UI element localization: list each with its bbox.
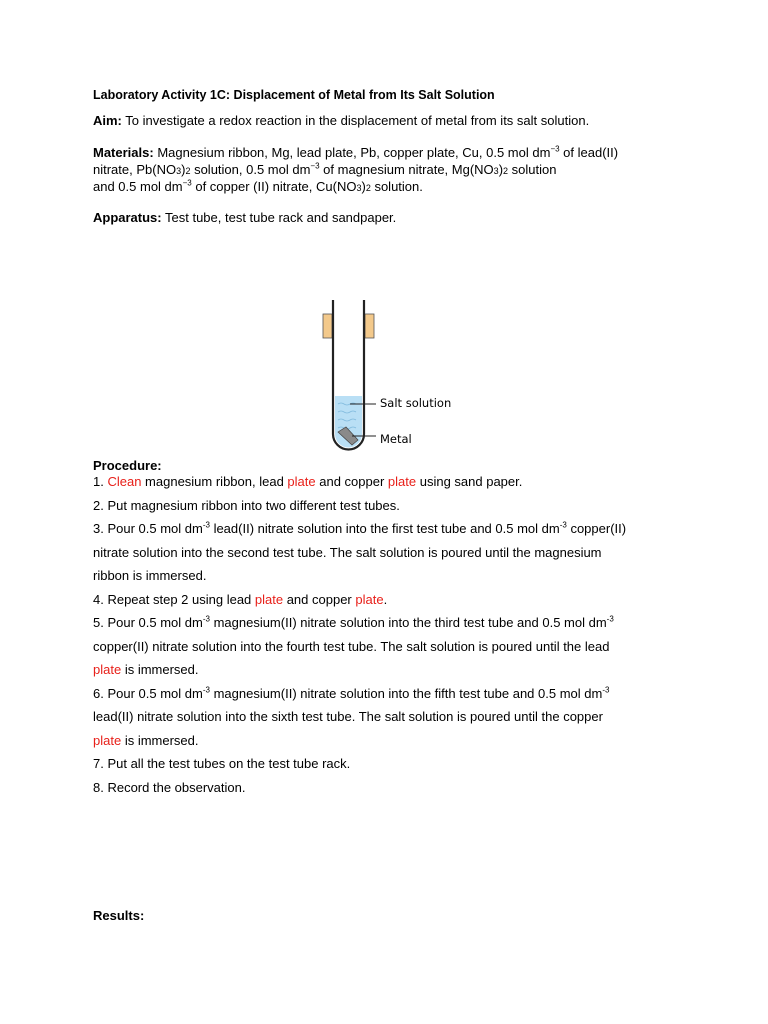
step-text: lead(II) nitrate solution into the first test tube and 0.5 mol dm [209, 521, 560, 536]
clamp-pad-left [323, 314, 332, 338]
materials-text: ) [498, 162, 504, 177]
superscript: −3 [182, 178, 192, 188]
superscript: −3 [310, 161, 320, 171]
step-text: lead(II) nitrate solution into the sixth test tube. The salt solution is poured until the copper [93, 709, 603, 724]
highlight-text: plate [93, 732, 122, 748]
step-6 [93, 682, 693, 753]
highlight-text: Clean [107, 474, 142, 489]
label-salt-solution: Salt solution [380, 396, 452, 410]
step-text: 5. Pour 0.5 mol dm [93, 615, 203, 630]
activity-title: Laboratory Activity 1C: Displacement of Metal from Its Salt Solution [93, 88, 495, 102]
subscript: 2 [503, 166, 509, 176]
step-text: using sand paper. [416, 474, 523, 489]
materials-text: solution, 0.5 mol dm [190, 162, 311, 177]
aim-section [93, 112, 693, 129]
materials-text: Magnesium ribbon, Mg, lead plate, Pb, copper plate, Cu, 0.5 mol dm [157, 145, 551, 160]
step-text: magnesium(II) nitrate solution into the fifth test tube and 0.5 mol dm [209, 685, 603, 701]
procedure-steps [93, 470, 693, 799]
superscript: -3 [559, 520, 567, 530]
apparatus-label: Apparatus: [93, 210, 162, 225]
step-4 [93, 588, 693, 612]
test-tube-diagram [300, 290, 500, 460]
step-text: nitrate solution into the second test tube. The salt solution is poured until the magnesium [93, 544, 602, 560]
results-heading: Results: [93, 908, 145, 923]
materials-section [93, 144, 693, 195]
superscript: -3 [606, 614, 614, 624]
subscript: 2 [185, 166, 191, 176]
highlight-text: plate [287, 474, 316, 489]
step-text: 1. [93, 474, 108, 489]
step-text: 6. Pour 0.5 mol dm [93, 685, 203, 701]
step-1 [93, 470, 693, 494]
materials-text: of magnesium nitrate, Mg(NO [319, 162, 494, 177]
materials-label: Materials: [93, 145, 154, 160]
step-text: magnesium ribbon, lead [141, 474, 288, 489]
materials-text: solution [508, 162, 557, 177]
step-7: 7. Put all the test tubes on the test tube rack. [93, 756, 351, 771]
clamp-pad-right [365, 314, 374, 338]
apparatus-text: Test tube, test tube rack and sandpaper. [165, 210, 397, 225]
step-text: copper(II) nitrate solution into the fourth test tube. The salt solution is poured until the lead [93, 638, 610, 654]
materials-text: of lead(II) [559, 145, 619, 160]
step-text: is immersed. [121, 732, 199, 748]
superscript: −3 [550, 144, 560, 154]
materials-text: of copper (II) nitrate, Cu(NO [191, 179, 357, 194]
materials-text: and 0.5 mol dm [93, 179, 183, 194]
aim-text: To investigate a redox reaction in the displacement of metal from its salt solution. [125, 113, 590, 128]
step-text: ribbon is immersed. [93, 568, 207, 583]
subscript: 3 [176, 166, 182, 176]
step-3 [93, 517, 693, 588]
subscript: 2 [365, 183, 371, 193]
step-5 [93, 611, 693, 682]
superscript: -3 [602, 685, 610, 695]
highlight-text: plate [355, 591, 384, 607]
subscript: 3 [356, 183, 362, 193]
highlight-text: plate [93, 662, 122, 677]
step-2: 2. Put magnesium ribbon into two different test tubes. [93, 497, 400, 513]
materials-text: nitrate, Pb(NO [93, 162, 177, 177]
aim-label: Aim: [93, 113, 122, 128]
apparatus-section [93, 209, 693, 226]
step-text: magnesium(II) nitrate solution into the third test tube and 0.5 mol dm [209, 615, 607, 630]
step-text: 3. Pour 0.5 mol dm [93, 521, 203, 536]
label-metal: Metal [380, 432, 412, 446]
procedure-heading: Procedure: [93, 458, 162, 473]
step-text: 4. Repeat step 2 using lead [93, 591, 255, 607]
step-text: . [383, 591, 388, 607]
materials-text: ) [361, 179, 366, 194]
superscript: -3 [202, 685, 210, 695]
superscript: -3 [202, 520, 210, 530]
superscript: -3 [202, 614, 210, 624]
highlight-text: plate [387, 474, 417, 489]
step-8: 8. Record the observation. [93, 779, 246, 795]
step-text: and copper [283, 591, 356, 607]
subscript: 3 [493, 166, 499, 176]
step-text: is immersed. [121, 662, 199, 677]
step-text: and copper [315, 474, 388, 489]
materials-text: solution. [370, 179, 423, 194]
step-text: copper(II) [566, 521, 627, 536]
highlight-text: plate [254, 591, 284, 607]
materials-text: ) [181, 162, 186, 177]
